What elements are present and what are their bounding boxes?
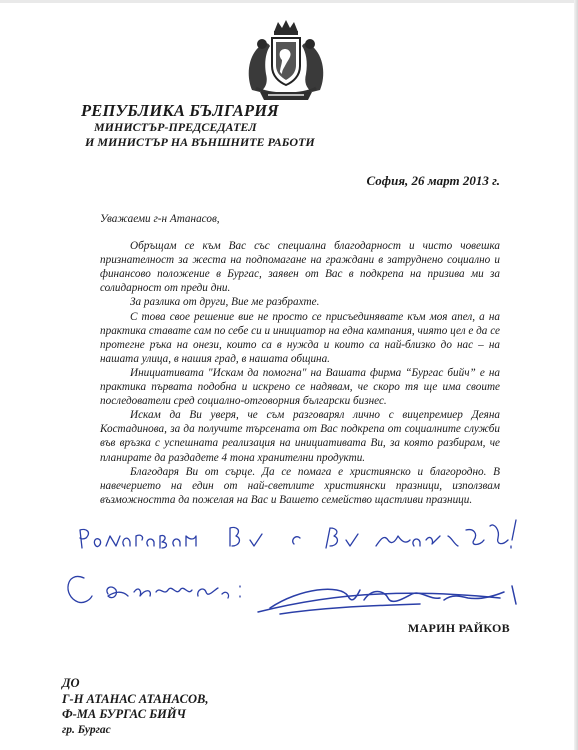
country-title: РЕПУБЛИКА БЪЛГАРИЯ (81, 101, 279, 120)
handwritten-closing (68, 576, 240, 602)
letterhead (72, 101, 372, 150)
page-top-edge (0, 0, 578, 3)
letter-body (100, 212, 500, 507)
page-right-edge (574, 0, 578, 750)
recipient-city: гр. Бургас (62, 723, 111, 736)
handwritten-greeting (80, 520, 516, 548)
paragraph: Инициативата "Искам да помогна" на Вашата фирма “Бургас бийч” е на практика първата подобна и искрено се надявам, че скоро тя ще има своите последователи сред социално-отговорния български бизнес. (100, 366, 500, 408)
office-title-line2: И МИНИСТЪР НА ВЪНШНИТЕ РАБОТИ (85, 135, 315, 149)
paragraph: Обръщам се към Вас със специална благодарност и чисто човешка признателност за жеста на подпомагане на граждани в затруднено социално и финансово положение в Бургас, заявен от Вас в подкрепа на призива ми за солидарност от преди дни. (100, 240, 500, 295)
paragraph: Искам да Ви уверя, че съм разговарял лично с вицепремиер Деяна Костадинова, за да получите търсената от Вас подкрепа от социалните служби във връзка с успешната реализация на инициативата Ви, за която разбирам, че планирате да раздадете 4 тона хранителни продукти. (100, 409, 500, 464)
recipient-name: Г-Н АТАНАС АТАНАСОВ, (62, 691, 209, 706)
office-title-line1: МИНИСТЪР-ПРЕДСЕДАТЕЛ (94, 120, 257, 134)
recipient-to: ДО (62, 676, 80, 690)
signatory-name: МАРИН РАЙКОВ (407, 621, 510, 635)
paragraph: За разлика от други, Вие ме разбрахте. (130, 296, 320, 309)
recipient-company: Ф-МА БУРГАС БИЙЧ (62, 707, 186, 721)
recipient-block (62, 676, 362, 738)
paragraph: Благодаря Ви от сърце. Да се помага е християнско и благородно. В навечерието на един от най-светлите християнски празници, използвам възможността да пожелая на Вас и Вашето семейство щастливи празници. (100, 465, 500, 506)
date-line: София, 26 март 2013 г. (366, 173, 500, 188)
signature (258, 586, 516, 614)
coat-of-arms-icon (238, 18, 334, 102)
salutation: Уважаеми г-н Атанасов, (100, 213, 220, 225)
paragraph: С това свое решение вие не просто се присъединявате към моя апел, а на практика ставате сам по себе си и инициатор на една кампания, чиято цел е да се протегне ръка на онези, които са в нужда и които са най-близко до нас – на нашата улица, в нашия град, в нашата община. (100, 310, 500, 365)
